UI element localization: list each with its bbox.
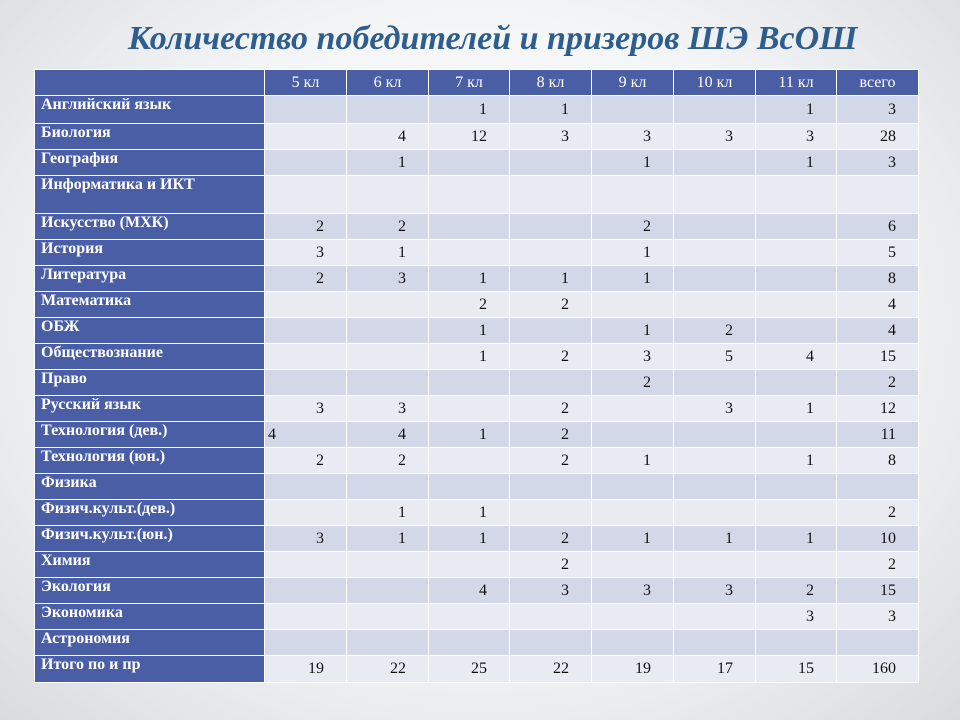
- value-cell: [510, 176, 592, 214]
- value-cell: 2: [429, 292, 510, 318]
- value-cell: 2: [592, 214, 674, 240]
- value-cell: 1: [756, 150, 837, 176]
- value-cell: 2: [674, 318, 756, 344]
- value-cell: [347, 344, 429, 370]
- value-cell: [429, 604, 510, 630]
- value-cell: 1: [429, 96, 510, 124]
- value-cell: 28: [837, 124, 919, 150]
- value-cell: 17: [674, 656, 756, 683]
- value-cell: [674, 240, 756, 266]
- value-cell: 1: [347, 526, 429, 552]
- value-cell: [347, 578, 429, 604]
- value-cell: 3: [837, 150, 919, 176]
- value-cell: [674, 96, 756, 124]
- value-cell: [674, 422, 756, 448]
- value-cell: 2: [837, 500, 919, 526]
- value-cell: 1: [592, 318, 674, 344]
- value-cell: [429, 150, 510, 176]
- value-cell: 1: [592, 526, 674, 552]
- value-cell: 1: [674, 526, 756, 552]
- subject-name-cell: Физич.культ.(дев.): [35, 500, 265, 526]
- header-cell-grade-9: 9 кл: [592, 70, 674, 96]
- value-cell: 6: [837, 214, 919, 240]
- value-cell: 3: [756, 124, 837, 150]
- header-cell-grade-6: 6 кл: [347, 70, 429, 96]
- value-cell: [756, 422, 837, 448]
- table-row: [35, 630, 919, 656]
- value-cell: [674, 474, 756, 500]
- value-cell: 2: [510, 344, 592, 370]
- value-cell: [756, 176, 837, 214]
- value-cell: [510, 240, 592, 266]
- value-cell: 15: [756, 656, 837, 683]
- table-row: [35, 396, 919, 422]
- subject-name-cell: ОБЖ: [35, 318, 265, 344]
- subject-name-cell: Астрономия: [35, 630, 265, 656]
- value-cell: 8: [837, 448, 919, 474]
- value-cell: [756, 292, 837, 318]
- value-cell: 1: [756, 396, 837, 422]
- value-cell: 3: [510, 578, 592, 604]
- value-cell: 5: [674, 344, 756, 370]
- value-cell: 3: [592, 124, 674, 150]
- value-cell: 4: [837, 318, 919, 344]
- value-cell: 19: [592, 656, 674, 683]
- value-cell: [265, 176, 347, 214]
- value-cell: [756, 318, 837, 344]
- value-cell: 2: [510, 526, 592, 552]
- value-cell: 2: [265, 448, 347, 474]
- value-cell: [674, 150, 756, 176]
- value-cell: [265, 96, 347, 124]
- value-cell: 12: [429, 124, 510, 150]
- table-row: [35, 266, 919, 292]
- value-cell: 1: [592, 266, 674, 292]
- value-cell: [429, 370, 510, 396]
- value-cell: [592, 500, 674, 526]
- header-cell-grade-11: 11 кл: [756, 70, 837, 96]
- subject-name-cell: Математика: [35, 292, 265, 318]
- value-cell: [592, 96, 674, 124]
- value-cell: 4: [837, 292, 919, 318]
- value-cell: [674, 370, 756, 396]
- value-cell: [347, 292, 429, 318]
- value-cell: [674, 214, 756, 240]
- table-row: [35, 240, 919, 266]
- value-cell: 2: [837, 370, 919, 396]
- value-cell: 3: [837, 96, 919, 124]
- subject-name-cell: Экономика: [35, 604, 265, 630]
- value-cell: [265, 318, 347, 344]
- value-cell: 15: [837, 578, 919, 604]
- value-cell: 3: [837, 604, 919, 630]
- value-cell: [674, 500, 756, 526]
- value-cell: 1: [429, 266, 510, 292]
- value-cell: 1: [429, 344, 510, 370]
- value-cell: 2: [347, 214, 429, 240]
- value-cell: 4: [429, 578, 510, 604]
- value-cell: 1: [592, 150, 674, 176]
- value-cell: [674, 176, 756, 214]
- header-cell-total: всего: [837, 70, 919, 96]
- value-cell: [756, 370, 837, 396]
- value-cell: [347, 630, 429, 656]
- value-cell: [756, 630, 837, 656]
- value-cell: [429, 396, 510, 422]
- value-cell: [347, 370, 429, 396]
- subject-name-cell: География: [35, 150, 265, 176]
- value-cell: 3: [265, 396, 347, 422]
- table-total-row: [35, 656, 919, 683]
- table-row: [35, 448, 919, 474]
- table-row: [35, 474, 919, 500]
- value-cell: 4: [347, 422, 429, 448]
- value-cell: 2: [510, 422, 592, 448]
- value-cell: [756, 214, 837, 240]
- value-cell: 19: [265, 656, 347, 683]
- value-cell: [756, 266, 837, 292]
- value-cell: 22: [347, 656, 429, 683]
- value-cell: 3: [756, 604, 837, 630]
- subject-name-cell: Право: [35, 370, 265, 396]
- value-cell: [674, 604, 756, 630]
- value-cell: [510, 370, 592, 396]
- table-header-row: [35, 70, 919, 96]
- subject-name-cell: История: [35, 240, 265, 266]
- value-cell: [510, 474, 592, 500]
- value-cell: 2: [510, 552, 592, 578]
- value-cell: 2: [592, 370, 674, 396]
- value-cell: [510, 500, 592, 526]
- value-cell: 1: [510, 266, 592, 292]
- value-cell: [347, 96, 429, 124]
- table-row: [35, 124, 919, 150]
- value-cell: [592, 292, 674, 318]
- value-cell: 3: [265, 240, 347, 266]
- value-cell: [347, 552, 429, 578]
- value-cell: 1: [756, 526, 837, 552]
- value-cell: 22: [510, 656, 592, 683]
- value-cell: [756, 500, 837, 526]
- value-cell: 1: [347, 150, 429, 176]
- value-cell: [347, 474, 429, 500]
- value-cell: 2: [510, 448, 592, 474]
- subject-name-cell: Итого по и пр: [35, 656, 265, 683]
- value-cell: [592, 630, 674, 656]
- value-cell: [429, 630, 510, 656]
- subject-name-cell: Химия: [35, 552, 265, 578]
- subject-name-cell: Информатика и ИКТ: [35, 176, 265, 214]
- value-cell: 4: [347, 124, 429, 150]
- value-cell: 11: [837, 422, 919, 448]
- header-cell-grade-8: 8 кл: [510, 70, 592, 96]
- value-cell: 1: [429, 500, 510, 526]
- value-cell: [510, 604, 592, 630]
- header-cell-grade-10: 10 кл: [674, 70, 756, 96]
- value-cell: 2: [265, 266, 347, 292]
- subject-name-cell: Физика: [35, 474, 265, 500]
- value-cell: [592, 396, 674, 422]
- value-cell: [837, 176, 919, 214]
- value-cell: [265, 630, 347, 656]
- value-cell: [429, 176, 510, 214]
- subject-name-cell: Экология: [35, 578, 265, 604]
- value-cell: 2: [837, 552, 919, 578]
- value-cell: 2: [347, 448, 429, 474]
- value-cell: 3: [674, 124, 756, 150]
- table-row: [35, 500, 919, 526]
- value-cell: [429, 240, 510, 266]
- table-row: [35, 422, 919, 448]
- value-cell: 2: [510, 292, 592, 318]
- value-cell: 2: [510, 396, 592, 422]
- subject-name-cell: Искусство (МХК): [35, 214, 265, 240]
- value-cell: 4: [756, 344, 837, 370]
- value-cell: 25: [429, 656, 510, 683]
- table-row: [35, 604, 919, 630]
- value-cell: [429, 552, 510, 578]
- table-row: [35, 526, 919, 552]
- subject-name-cell: Литература: [35, 266, 265, 292]
- value-cell: 2: [756, 578, 837, 604]
- value-cell: 1: [429, 526, 510, 552]
- value-cell: 5: [837, 240, 919, 266]
- value-cell: [674, 552, 756, 578]
- table-row: [35, 176, 919, 214]
- value-cell: 3: [347, 396, 429, 422]
- value-cell: [592, 552, 674, 578]
- value-cell: [674, 266, 756, 292]
- results-table: [34, 69, 919, 683]
- value-cell: 160: [837, 656, 919, 683]
- table-row: [35, 370, 919, 396]
- value-cell: [592, 474, 674, 500]
- value-cell: 1: [347, 500, 429, 526]
- value-cell: 3: [510, 124, 592, 150]
- value-cell: [510, 630, 592, 656]
- value-cell: [592, 604, 674, 630]
- value-cell: [756, 552, 837, 578]
- table-row: [35, 578, 919, 604]
- value-cell: 10: [837, 526, 919, 552]
- value-cell: [510, 318, 592, 344]
- value-cell: 1: [510, 96, 592, 124]
- value-cell: 15: [837, 344, 919, 370]
- value-cell: [510, 214, 592, 240]
- value-cell: [265, 124, 347, 150]
- value-cell: 1: [347, 240, 429, 266]
- value-cell: [837, 630, 919, 656]
- value-cell: [429, 448, 510, 474]
- value-cell: 1: [756, 448, 837, 474]
- value-cell: [265, 500, 347, 526]
- value-cell: [265, 292, 347, 318]
- subject-name-cell: Технология (дев.): [35, 422, 265, 448]
- table-body: [35, 96, 919, 683]
- header-cell-grade-5: 5 кл: [265, 70, 347, 96]
- value-cell: 8: [837, 266, 919, 292]
- value-cell: 12: [837, 396, 919, 422]
- value-cell: 3: [674, 396, 756, 422]
- value-cell: [347, 176, 429, 214]
- page-title: Количество победителей и призеров ШЭ ВсОШ: [128, 20, 858, 57]
- value-cell: [265, 150, 347, 176]
- value-cell: [592, 176, 674, 214]
- value-cell: [265, 552, 347, 578]
- table-row: [35, 150, 919, 176]
- subject-name-cell: Русский язык: [35, 396, 265, 422]
- value-cell: [837, 474, 919, 500]
- value-cell: 1: [429, 318, 510, 344]
- subject-name-cell: Технология (юн.): [35, 448, 265, 474]
- value-cell: 3: [347, 266, 429, 292]
- value-cell: 3: [592, 344, 674, 370]
- value-cell: [265, 370, 347, 396]
- value-cell: [756, 240, 837, 266]
- value-cell: [510, 150, 592, 176]
- value-cell: [429, 474, 510, 500]
- value-cell: 1: [756, 96, 837, 124]
- table-row: [35, 344, 919, 370]
- value-cell: [347, 318, 429, 344]
- value-cell: [265, 474, 347, 500]
- table-row: [35, 214, 919, 240]
- value-cell: [265, 344, 347, 370]
- value-cell: [592, 422, 674, 448]
- value-cell: 3: [265, 526, 347, 552]
- value-cell: [347, 604, 429, 630]
- value-cell: [756, 474, 837, 500]
- value-cell: 3: [592, 578, 674, 604]
- table-row: [35, 318, 919, 344]
- value-cell: 4: [265, 422, 347, 448]
- value-cell: [674, 292, 756, 318]
- value-cell: [265, 578, 347, 604]
- header-cell-grade-7: 7 кл: [429, 70, 510, 96]
- value-cell: 1: [592, 448, 674, 474]
- table-row: [35, 292, 919, 318]
- value-cell: [429, 214, 510, 240]
- subject-name-cell: Английский язык: [35, 96, 265, 124]
- value-cell: [674, 448, 756, 474]
- subject-name-cell: Физич.культ.(юн.): [35, 526, 265, 552]
- value-cell: [674, 630, 756, 656]
- value-cell: [265, 604, 347, 630]
- subject-name-cell: Обществознание: [35, 344, 265, 370]
- header-cell-subject: [35, 70, 265, 96]
- value-cell: 1: [429, 422, 510, 448]
- table-row: [35, 96, 919, 124]
- value-cell: 2: [265, 214, 347, 240]
- subject-name-cell: Биология: [35, 124, 265, 150]
- table-row: [35, 552, 919, 578]
- value-cell: 3: [674, 578, 756, 604]
- value-cell: 1: [592, 240, 674, 266]
